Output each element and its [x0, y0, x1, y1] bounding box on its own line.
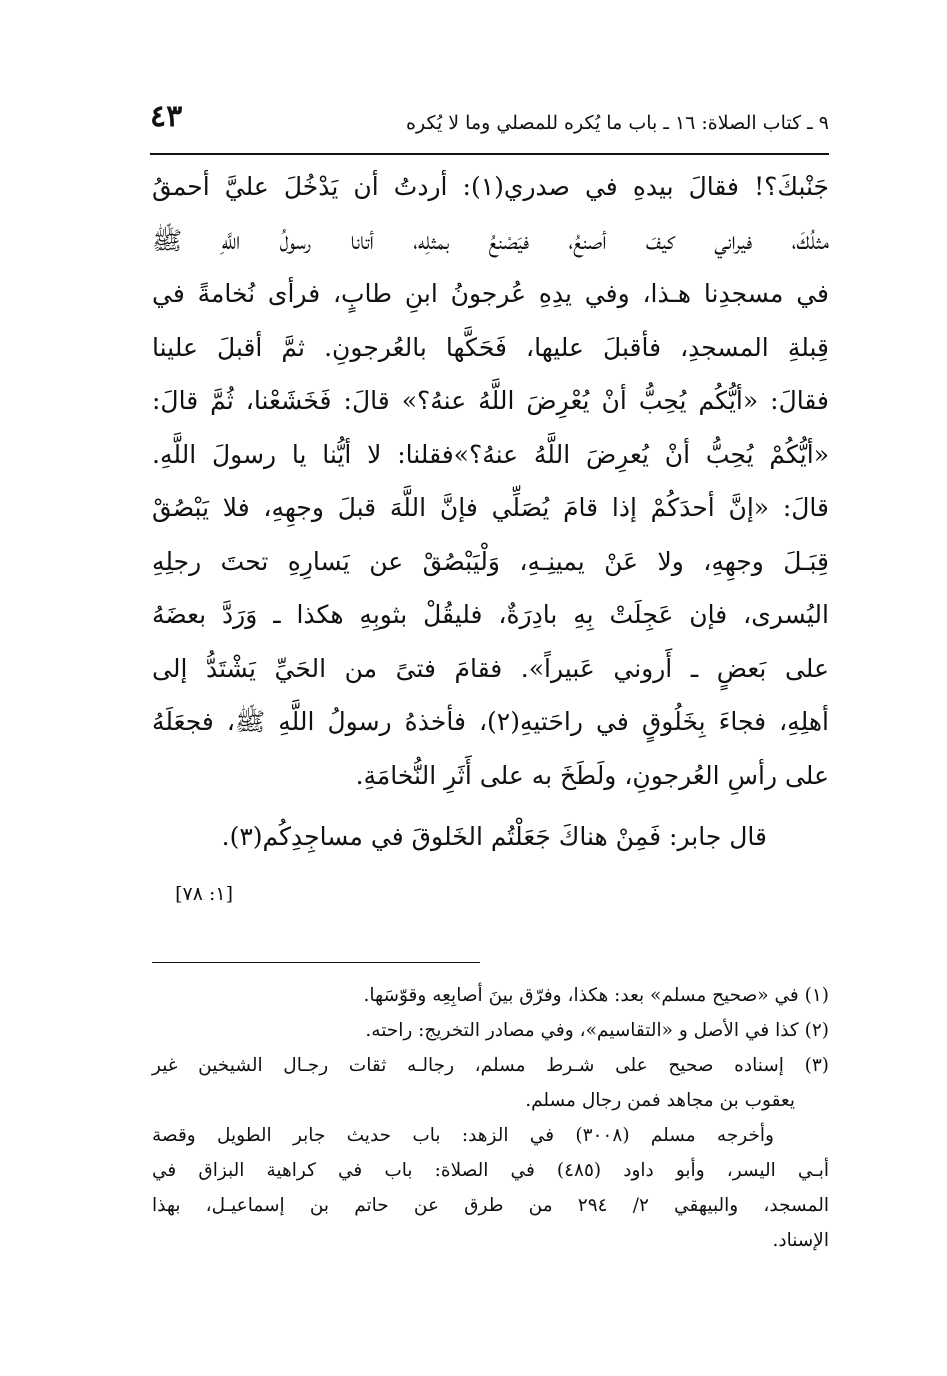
footnote-line: يعقوب بن مجاهد فمن رجال مسلم. — [525, 1090, 795, 1111]
text-line: على بَعضٍ ـ أَروني عَبيراً». فقامَ فتىً من الحَيِّ يَشْتَدُّ إلى — [152, 653, 829, 683]
text-line: على رأسِ العُرجونِ، ولَطَخَ به على أَثَرِ النُّخامَةِ. — [355, 760, 829, 790]
citation-reference: [١: ٧٨] — [175, 883, 233, 905]
footnote-separator — [152, 962, 480, 963]
text-line: في مسجدِنا هـذا، وفي يدِهِ عُرجونُ ابنِ طابٍ، فرأى نُخامةً في — [152, 279, 830, 308]
text-line: فقالَ: «أيُّكُم يُحِبُّ أنْ يُعْرِضَ اللَّهُ عنهُ؟» قالَ: فَخَشَعْنا، ثُمَّ قالَ: — [152, 386, 829, 415]
running-title: ٩ ـ كتاب الصلاة: ١٦ ـ باب ما يُكره للمصلي وما لا يُكره — [406, 112, 829, 134]
text-line: مثلُكَ، فيراني كيفَ أصنعُ، فيَصْنعُ بمثلِه، أتانا رسولُ اللَّهِ ﷺ — [152, 225, 829, 255]
text-line: قِبَـلَ وجهِهِ، ولا عَنْ يمينِـهِ، وَلْيَبْصُقْ عن يَسارِهِ تحتَ رجلِهِ — [152, 546, 829, 576]
header-rule — [150, 153, 829, 155]
footnote-line: (٢) كذا في الأصل و «التقاسيم»، وفي مصادر التخريج: راحته. — [365, 1020, 829, 1041]
text-line: أهلِهِ، فجاءَ بِخَلُوقٍ في راحَتيهِ(٢)، فأخذهُ رسولُ اللَّهِ ﷺ، فجعَلَهُ — [152, 707, 829, 736]
footnote-line: الإسناد. — [772, 1230, 829, 1251]
page-number: ٤٣ — [150, 99, 183, 134]
footnote-line: (١) في «صحيح مسلم» بعد: هكذا، وفرّق بينَ أصابِعِه وقوّسَها. — [363, 985, 829, 1006]
text-line: جَنْبكَ؟! فقالَ بيدهِ في صدري(١): أردتُ أن يَدْخُلَ عليَّ أحمقُ — [152, 172, 829, 201]
footnote-line: المسجد، والبيهقي ٢/ ٢٩٤ من طرق عن حاتم بن إسماعيـل، بهذا — [152, 1195, 829, 1216]
footnotes — [152, 978, 829, 1258]
text-line: اليُسرى، فإن عَجِلَتْ بِهِ بادِرَةٌ، فليقُلْ بثوبِهِ هكذا ـ وَرَدَّ بعضَهُ — [152, 600, 829, 629]
footnote-line: (٣) إسناده صحيح على شـرط مسلم، رجالـه ثقات رجـال الشيخين غير — [152, 1055, 829, 1076]
closing-line: قال جابر: فَمِنْ هناكَ جَعَلْتُم الخَلوقَ في مساجِدِكُم(٣). — [221, 822, 767, 851]
main-text — [152, 160, 829, 802]
footnote-line: وأخرجه مسلم (٣٠٠٨) في الزهد: باب حديث جابر الطويل وقصة — [152, 1125, 774, 1146]
page-header — [150, 95, 829, 145]
footnote-line: أبـي اليسر، وأبو داود (٤٨٥) في الصلاة: باب في كراهية البزاق في — [152, 1160, 829, 1181]
text-line: «أيُّكُمْ يُحِبُّ أنْ يُعرِضَ اللَّهُ عنهُ؟»فقلنا: لا أيُّنا يا رسولَ اللَّهِ. — [152, 439, 829, 469]
text-line: قالَ: «إنَّ أحدَكُمْ إذا قامَ يُصَلِّي فإنَّ اللَّهَ قبلَ وجهِهِ، فلا يَبْصُقْ — [152, 493, 829, 522]
text-line: قِبلةِ المسجدِ، فأقبلَ عليها، فَحَكَّها بالعُرجونِ. ثمَّ أقبلَ علينا — [152, 332, 829, 362]
